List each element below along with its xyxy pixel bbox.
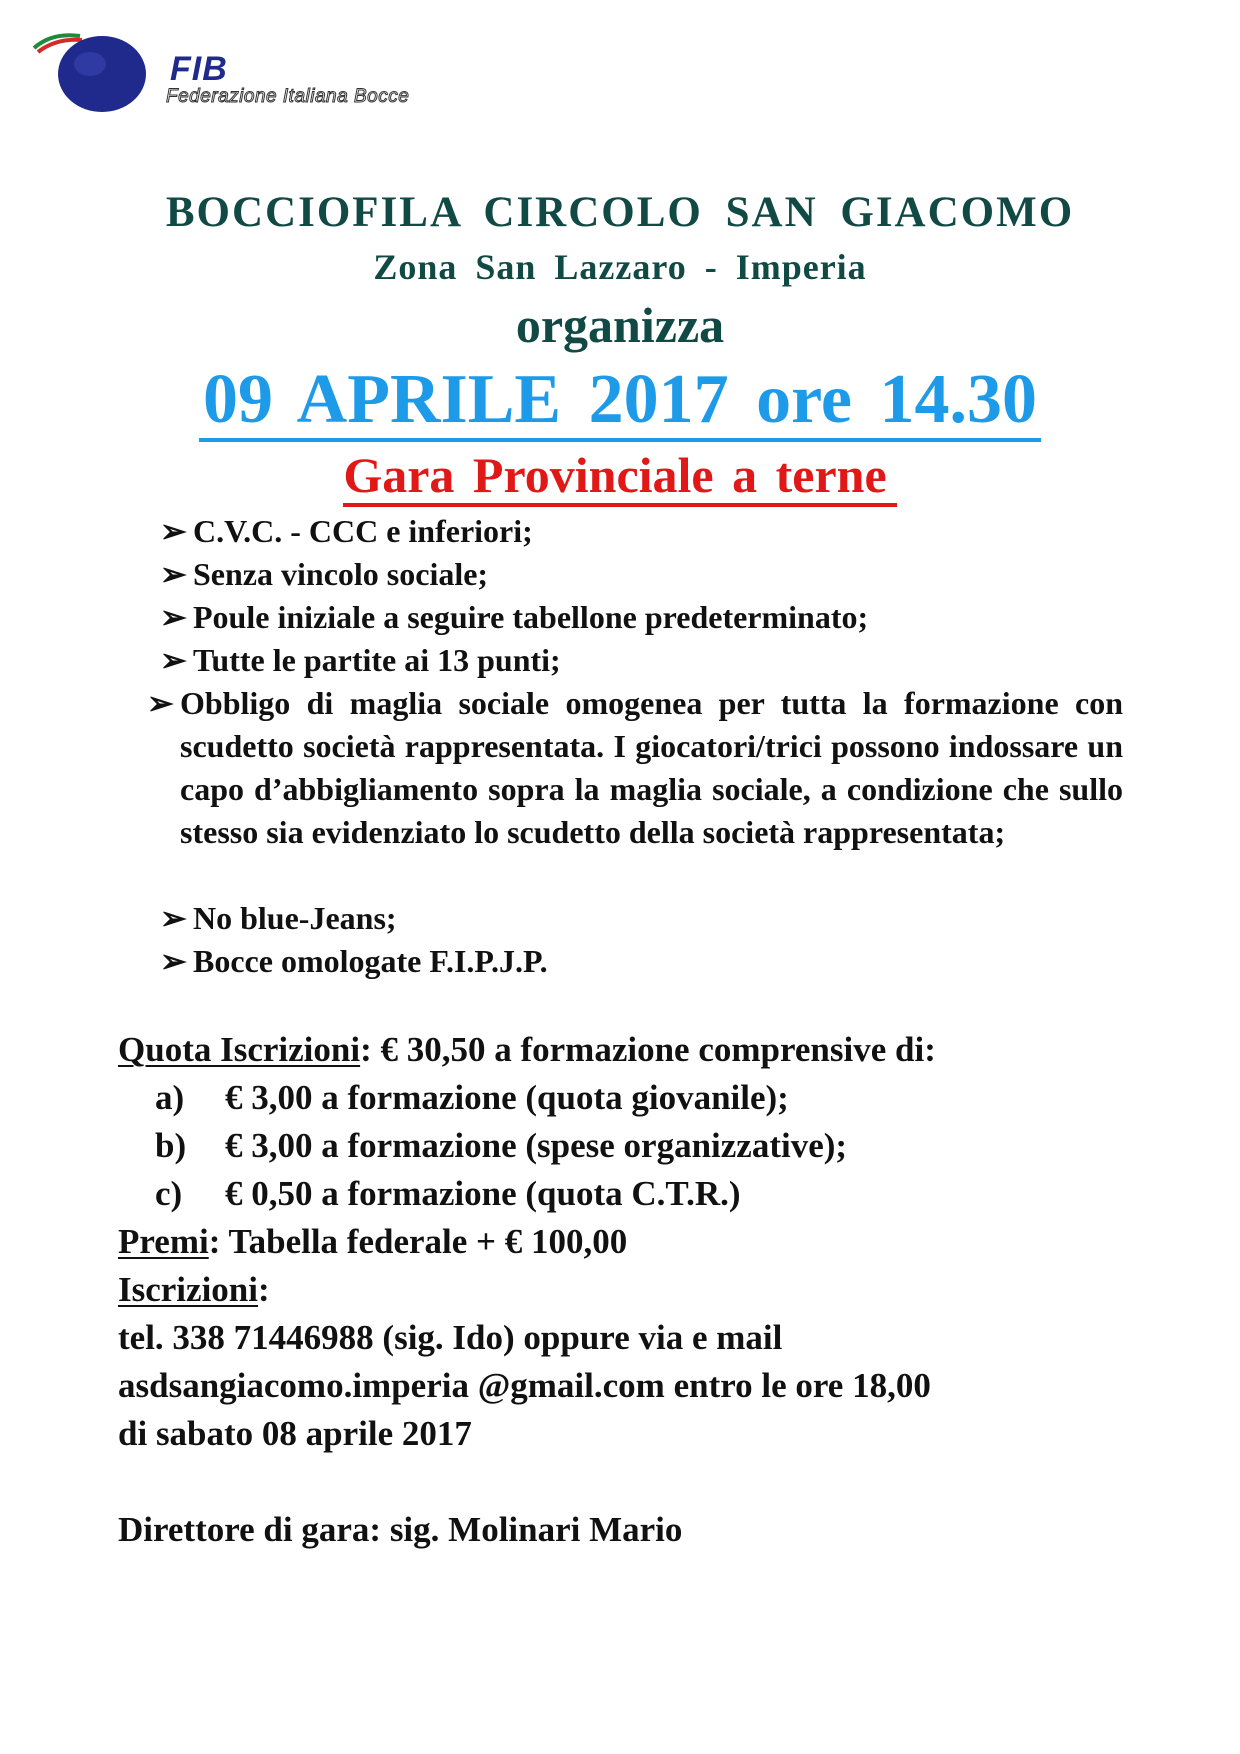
- registration-colon: :: [257, 1270, 270, 1309]
- logo-full-name: Federazione Italiana Bocce: [166, 86, 410, 107]
- bullet-arrow-icon: ➢: [160, 556, 187, 592]
- bullet-arrow-icon: ➢: [160, 599, 187, 635]
- list-item: ➢ Bocce omologate F.I.P.J.P.: [160, 940, 1160, 983]
- list-item: ➢ Senza vincolo sociale;: [160, 553, 1160, 596]
- bullet-arrow-icon: ➢: [160, 943, 187, 979]
- registration-email: asdsangiacomo.imperia @gmail.com entro le ore 18,00: [118, 1366, 931, 1405]
- fee-item: [155, 1174, 741, 1214]
- registration-label: Iscrizioni: [118, 1270, 258, 1309]
- list-item: ➢ No blue-Jeans;: [160, 897, 1160, 940]
- fee-letter: c): [155, 1174, 183, 1213]
- organizza-heading: organizza: [515, 297, 725, 353]
- fee-text: € 3,00 a formazione (quota giovanile);: [225, 1078, 789, 1117]
- fee-item: [155, 1078, 789, 1118]
- event-title-text: Gara Provinciale a terne: [343, 447, 896, 507]
- list-item: ➢ Tutte le partite ai 13 punti;: [160, 639, 1160, 682]
- club-name: BOCCIOFILA CIRCOLO SAN GIACOMO: [165, 189, 1075, 236]
- fee-letter: a): [155, 1078, 185, 1117]
- fee-text: € 0,50 a formazione (quota C.T.R.): [225, 1174, 741, 1213]
- fee-letter: b): [155, 1126, 187, 1165]
- bullet-arrow-icon: ➢: [147, 685, 174, 721]
- bullet-arrow-icon: ➢: [160, 900, 187, 936]
- bullet-arrow-icon: ➢: [160, 642, 187, 678]
- logo-abbreviation: FIB: [170, 50, 228, 88]
- prizes-line: [118, 1222, 627, 1262]
- list-item: ➢ C.V.C. - CCC e inferiori;: [160, 510, 1160, 553]
- race-director: Direttore di gara: sig. Molinari Mario: [118, 1510, 683, 1549]
- registration-heading: [118, 1270, 270, 1310]
- registration-phone: tel. 338 71446988 (sig. Ido) oppure via e mail: [118, 1318, 783, 1357]
- prizes-text: : Tabella federale + € 100,00: [208, 1222, 628, 1261]
- fees-line: [118, 1030, 936, 1070]
- fees-text: : € 30,50 a formazione comprensive di:: [360, 1030, 936, 1069]
- list-item: ➢ Obbligo di maglia sociale omogenea per tutta la formazione con scudetto società rappresentata. I giocatori/trici possono indossare un capo d’abbigliamento sopra la maglia sociale, a condizione che sullo stesso sia evidenziato lo scudetto della società rappresentata;: [147, 682, 1123, 854]
- registration-deadline: di sabato 08 aprile 2017: [118, 1414, 472, 1453]
- prizes-label: Premi: [118, 1222, 209, 1261]
- fee-item: [155, 1126, 847, 1166]
- fees-label: Quota Iscrizioni: [118, 1030, 361, 1069]
- club-zone: Zona San Lazzaro - Imperia: [373, 247, 867, 287]
- bullet-arrow-icon: ➢: [160, 513, 187, 549]
- list-item: ➢ Poule iniziale a seguire tabellone predeterminato;: [160, 596, 1160, 639]
- event-date-text: 09 APRILE 2017 ore 14.30: [199, 361, 1041, 442]
- fee-text: € 3,00 a formazione (spese organizzative);: [225, 1126, 848, 1165]
